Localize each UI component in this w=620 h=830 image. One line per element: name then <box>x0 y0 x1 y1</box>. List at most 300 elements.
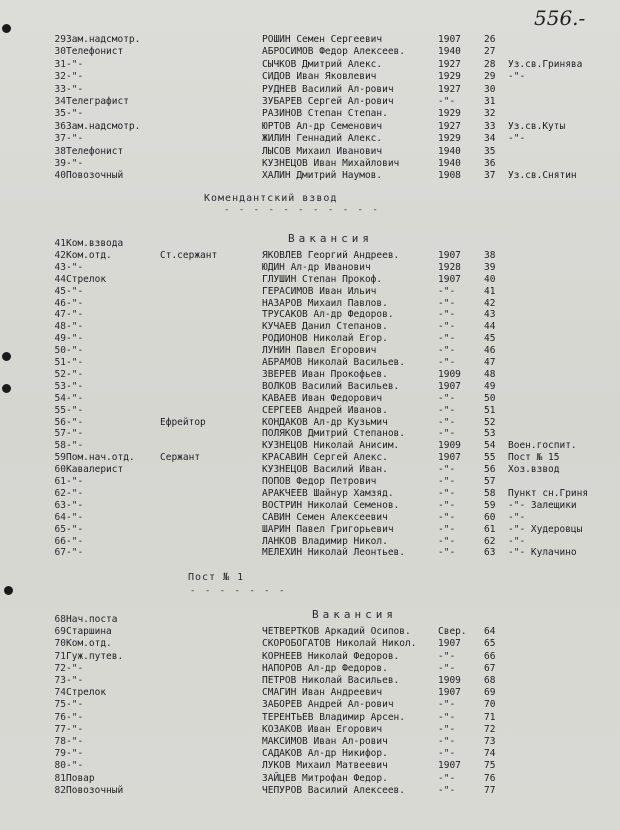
position-cell: -"- <box>66 309 84 321</box>
birth-year-cell: -"- <box>438 297 456 309</box>
name-cell: ЮРТОВ Ал-др Семенович <box>262 120 383 132</box>
row-number: 64 <box>54 511 66 523</box>
row-number: 81 <box>54 772 66 784</box>
birth-year-cell: -"- <box>438 736 456 747</box>
table-row <box>0 736 620 748</box>
name-cell: ЛУНИН Павел Егорович <box>262 345 377 357</box>
table-row <box>0 333 620 345</box>
punch-hole-mark <box>4 586 13 595</box>
section-title-commandant: Комендантский взвод <box>204 193 338 204</box>
name-cell: СКОРОБОГАТОВ Николай Никол. <box>262 638 417 650</box>
tab-number-cell: 65 <box>484 638 496 650</box>
table-row <box>0 405 620 417</box>
row-number: 73 <box>54 675 66 686</box>
rank-cell: Ефрейтор <box>160 416 206 428</box>
tab-number-cell: 43 <box>484 309 496 321</box>
position-cell: Стрелок <box>66 687 107 699</box>
table-row <box>0 146 620 158</box>
tab-number-cell: 76 <box>484 772 496 784</box>
row-number: 51 <box>54 357 66 368</box>
table-row <box>0 417 620 429</box>
name-cell: КОЗАКОВ Иван Егорович <box>262 723 383 735</box>
name-cell: ПОПОВ Федор Петрович <box>262 476 377 487</box>
birth-year-cell: 1909 <box>438 368 461 380</box>
name-cell: ГЛУШИН Степан Прокоф. <box>262 273 383 285</box>
name-cell: РУДНЕВ Василий Ал-рович <box>262 83 394 95</box>
birth-year-cell: -"- <box>438 547 456 559</box>
position-cell: Повозочный <box>66 170 124 182</box>
name-cell: ЧЕТВЕРТКОВ Аркадий Осипов. <box>262 626 411 638</box>
name-cell: ГЕРАСИМОВ Иван Ильич <box>262 285 377 297</box>
position-cell: Ком.отд. <box>66 249 112 261</box>
note-cell: Хоз.взвод <box>508 464 560 476</box>
table-row <box>0 675 620 687</box>
birth-year-cell: 1909 <box>438 440 461 452</box>
table-row <box>0 96 620 108</box>
note-cell: Пост № 15 <box>508 452 560 464</box>
tab-number-cell: 58 <box>484 487 496 499</box>
table-row <box>0 46 620 58</box>
birth-year-cell: 1940 <box>438 145 461 157</box>
position-cell: -"- <box>66 711 84 723</box>
birth-year-cell: 1940 <box>438 158 461 169</box>
table-row <box>0 381 620 393</box>
tab-number-cell: 39 <box>484 261 496 273</box>
table-row <box>0 133 620 145</box>
note-cell: Уз.св.Снятин <box>508 170 577 182</box>
table-row <box>0 357 620 369</box>
tab-number-cell: 61 <box>484 523 496 535</box>
position-cell: Пом.нач.отд. <box>66 452 135 464</box>
row-number: 57 <box>54 428 66 440</box>
name-cell: МЕЛЕХИН Николай Леонтьев. <box>262 547 405 559</box>
row-number: 37 <box>54 133 66 145</box>
table-row <box>0 614 620 626</box>
position-cell: -"- <box>66 368 84 380</box>
birth-year-cell: -"- <box>438 464 456 476</box>
name-cell: РАЗИНОВ Степан Степан. <box>262 108 388 120</box>
tab-number-cell: 44 <box>484 321 496 333</box>
birth-year-cell: 1909 <box>438 675 461 686</box>
row-number: 55 <box>54 404 66 416</box>
position-cell: -"- <box>66 380 84 392</box>
tab-number-cell: 41 <box>484 285 496 297</box>
birth-year-cell: -"- <box>438 662 456 674</box>
name-cell: СЫЧКОВ Дмитрий Алекс. <box>262 58 383 70</box>
tab-number-cell: 64 <box>484 626 496 638</box>
position-cell: Нач.поста <box>66 614 118 625</box>
row-number: 72 <box>54 662 66 674</box>
table-row <box>0 286 620 298</box>
tab-number-cell: 54 <box>484 440 496 452</box>
position-cell: Повозочный <box>66 784 124 796</box>
tab-number-cell: 62 <box>484 535 496 547</box>
position-cell: -"- <box>66 83 84 95</box>
position-cell: -"- <box>66 523 84 535</box>
section-underline: - - - - - - - <box>190 586 287 596</box>
tab-number-cell: 37 <box>484 170 496 182</box>
table-row <box>0 699 620 711</box>
tab-number-cell: 69 <box>484 687 496 699</box>
name-cell: ШАРИН Павел Григорьевич <box>262 523 394 535</box>
row-number: 48 <box>54 321 66 333</box>
position-cell: -"- <box>66 285 84 297</box>
name-cell: ЖИЛИН Геннадий Алекс. <box>262 133 383 145</box>
name-cell: КРАСАВИН Сергей Алекс. <box>262 452 388 464</box>
position-cell: -"- <box>66 736 84 747</box>
tab-number-cell: 71 <box>484 711 496 723</box>
tab-number-cell: 27 <box>484 46 496 58</box>
name-cell: ЗАЙЦЕВ Митрофан Федор. <box>262 772 388 784</box>
row-number: 30 <box>54 46 66 58</box>
note-cell: -"- <box>508 511 526 523</box>
note-cell: Уз.св.Гринява <box>508 58 583 70</box>
position-cell: Ком.отд. <box>66 638 112 650</box>
table-row <box>0 121 620 133</box>
note-cell: -"- Худеровцы <box>508 523 583 535</box>
row-number: 31 <box>54 58 66 70</box>
vacancy-label: Вакансия <box>312 608 397 621</box>
row-number: 65 <box>54 523 66 535</box>
name-cell: АБРОСИМОВ Федор Алексеев. <box>262 46 405 58</box>
name-cell: ВОЛКОВ Василий Васильев. <box>262 380 400 392</box>
row-number: 35 <box>54 108 66 120</box>
row-number: 56 <box>54 416 66 428</box>
row-number: 75 <box>54 699 66 711</box>
table-row <box>0 298 620 310</box>
name-cell: КУЗНЕЦОВ Николай Анисим. <box>262 440 400 452</box>
table-row <box>0 500 620 512</box>
position-cell: -"- <box>66 499 84 511</box>
birth-year-cell: -"- <box>438 772 456 784</box>
table-row <box>0 345 620 357</box>
table-row <box>0 724 620 736</box>
birth-year-cell: -"- <box>438 748 456 760</box>
position-cell: -"- <box>66 476 84 487</box>
table-row <box>0 512 620 524</box>
birth-year-cell: -"- <box>438 96 456 107</box>
name-cell: РОДИОНОВ Николай Егор. <box>262 333 388 345</box>
position-cell: -"- <box>66 662 84 674</box>
tab-number-cell: 32 <box>484 108 496 120</box>
table-row <box>0 712 620 724</box>
name-cell: ХАЛИН Дмитрий Наумов. <box>262 170 383 182</box>
birth-year-cell: 1927 <box>438 83 461 95</box>
row-number: 63 <box>54 499 66 511</box>
position-cell: -"- <box>66 392 84 404</box>
position-cell: -"- <box>66 428 84 440</box>
name-cell: РОШИН Семен Сергеевич <box>262 34 383 45</box>
name-cell: ВОСТРИН Николай Семенов. <box>262 499 400 511</box>
position-cell: -"- <box>66 345 84 357</box>
birth-year-cell: 1907 <box>438 452 461 464</box>
name-cell: КАВАЕВ Иван Федорович <box>262 392 383 404</box>
position-cell: -"- <box>66 511 84 523</box>
birth-year-cell: -"- <box>438 723 456 735</box>
birth-year-cell: 1940 <box>438 46 461 58</box>
tab-number-cell: 50 <box>484 392 496 404</box>
row-number: 42 <box>54 249 66 261</box>
table-row <box>0 262 620 274</box>
position-cell: -"- <box>66 440 84 452</box>
table-row <box>0 760 620 772</box>
tab-number-cell: 52 <box>484 416 496 428</box>
row-number: 80 <box>54 760 66 772</box>
birth-year-cell: -"- <box>438 499 456 511</box>
birth-year-cell: -"- <box>438 711 456 723</box>
note-cell: -"- <box>508 535 526 547</box>
birth-year-cell: 1907 <box>438 380 461 392</box>
birth-year-cell: 1929 <box>438 71 461 83</box>
position-cell: -"- <box>66 748 84 760</box>
name-cell: САДАКОВ Ал-др Никифор. <box>262 748 388 760</box>
tab-number-cell: 68 <box>484 675 496 686</box>
row-number: 32 <box>54 71 66 83</box>
name-cell: КУЧАЕВ Данил Степанов. <box>262 321 388 333</box>
row-number: 39 <box>54 158 66 169</box>
position-cell: Зам.надсмотр. <box>66 120 141 132</box>
birth-year-cell: -"- <box>438 404 456 416</box>
birth-year-cell: -"- <box>438 345 456 357</box>
row-number: 78 <box>54 736 66 747</box>
row-number: 66 <box>54 535 66 547</box>
name-cell: СЕРГЕЕВ Андрей Иванов. <box>262 404 388 416</box>
name-cell: АРАКЧЕЕВ Шайнур Хамзяд. <box>262 487 394 499</box>
position-cell: -"- <box>66 58 84 70</box>
birth-year-cell: -"- <box>438 476 456 487</box>
birth-year-cell: 1927 <box>438 120 461 132</box>
row-number: 59 <box>54 452 66 464</box>
row-number: 70 <box>54 638 66 650</box>
birth-year-cell: -"- <box>438 699 456 711</box>
name-cell: ПЕТРОВ Николай Васильев. <box>262 675 400 686</box>
row-number: 77 <box>54 723 66 735</box>
tab-number-cell: 31 <box>484 96 496 107</box>
table-row <box>0 638 620 650</box>
table-row <box>0 158 620 170</box>
row-number: 44 <box>54 273 66 285</box>
birth-year-cell: -"- <box>438 309 456 321</box>
birth-year-cell: -"- <box>438 321 456 333</box>
birth-year-cell: -"- <box>438 784 456 796</box>
position-cell: Кавалерист <box>66 464 124 476</box>
birth-year-cell: 1929 <box>438 133 461 145</box>
position-cell: -"- <box>66 333 84 345</box>
section-title-post: Пост № 1 <box>188 572 245 583</box>
tab-number-cell: 59 <box>484 499 496 511</box>
name-cell: КОРНЕЕВ Николай Федоров. <box>262 650 400 662</box>
table-row <box>0 464 620 476</box>
name-cell: АБРАМОВ Николай Васильев. <box>262 357 405 368</box>
position-cell: -"- <box>66 404 84 416</box>
tab-number-cell: 63 <box>484 547 496 559</box>
birth-year-cell: 1928 <box>438 261 461 273</box>
position-cell: Гуж.путев. <box>66 650 124 662</box>
table-row <box>0 321 620 333</box>
row-number: 54 <box>54 392 66 404</box>
tab-number-cell: 40 <box>484 273 496 285</box>
page-number: 556.- <box>534 6 586 30</box>
row-number: 47 <box>54 309 66 321</box>
row-number: 79 <box>54 748 66 760</box>
table-row <box>0 748 620 760</box>
tab-number-cell: 48 <box>484 368 496 380</box>
table-row <box>0 428 620 440</box>
table-row <box>0 476 620 488</box>
position-cell: Зам.надсмотр. <box>66 34 141 45</box>
tab-number-cell: 35 <box>484 145 496 157</box>
row-number: 46 <box>54 297 66 309</box>
rank-cell: Сержант <box>160 452 201 464</box>
birth-year-cell: -"- <box>438 511 456 523</box>
table-row <box>0 108 620 120</box>
position-cell: Повар <box>66 772 95 784</box>
name-cell: СИДОВ Иван Яковлевич <box>262 71 377 83</box>
birth-year-cell: Свер. <box>438 626 467 638</box>
table-row <box>0 250 620 262</box>
position-cell: Телефонист <box>66 46 124 58</box>
row-number: 33 <box>54 83 66 95</box>
tab-number-cell: 42 <box>484 297 496 309</box>
birth-year-cell: -"- <box>438 535 456 547</box>
tab-number-cell: 46 <box>484 345 496 357</box>
name-cell: КОНДАКОВ Ал-др Кузьмич <box>262 416 388 428</box>
position-cell: -"- <box>66 675 84 686</box>
name-cell: КУЗНЕЦОВ Иван Михайлович <box>262 158 400 169</box>
note-cell: -"- <box>508 133 526 145</box>
row-number: 74 <box>54 687 66 699</box>
table-row <box>0 84 620 96</box>
name-cell: ЛАНКОВ Владимир Никол. <box>262 535 388 547</box>
table-row <box>0 663 620 675</box>
row-number: 71 <box>54 650 66 662</box>
name-cell: ЗУБАРЕВ Сергей Ал-рович <box>262 96 394 107</box>
position-cell: -"- <box>66 723 84 735</box>
name-cell: ЛУКОВ Михаил Матвеевич <box>262 760 388 772</box>
table-row <box>0 238 620 250</box>
tab-number-cell: 30 <box>484 83 496 95</box>
row-number: 82 <box>54 784 66 796</box>
tab-number-cell: 51 <box>484 404 496 416</box>
note-cell: -"- Кулачино <box>508 547 577 559</box>
row-number: 68 <box>54 614 66 625</box>
tab-number-cell: 66 <box>484 650 496 662</box>
row-number: 58 <box>54 440 66 452</box>
tab-number-cell: 38 <box>484 249 496 261</box>
position-cell: Стрелок <box>66 273 107 285</box>
birth-year-cell: -"- <box>438 357 456 368</box>
position-cell: -"- <box>66 760 84 772</box>
name-cell: ЮДИН Ал-др Иванович <box>262 261 371 273</box>
position-cell: Телеграфист <box>66 96 129 107</box>
position-cell: Телефонист <box>66 145 124 157</box>
name-cell: НАЗАРОВ Михаил Павлов. <box>262 297 388 309</box>
row-number: 61 <box>54 476 66 487</box>
birth-year-cell: -"- <box>438 392 456 404</box>
vacancy-label: Вакансия <box>288 232 373 245</box>
birth-year-cell: -"- <box>438 428 456 440</box>
row-number: 49 <box>54 333 66 345</box>
position-cell: -"- <box>66 416 84 428</box>
table-row <box>0 488 620 500</box>
table-row <box>0 393 620 405</box>
row-number: 41 <box>54 238 66 249</box>
name-cell: КУЗНЕЦОВ Василий Иван. <box>262 464 388 476</box>
note-cell: Пункт сн.Гриня <box>508 487 589 499</box>
tab-number-cell: 57 <box>484 476 496 487</box>
tab-number-cell: 34 <box>484 133 496 145</box>
table-row <box>0 440 620 452</box>
table-row <box>0 452 620 464</box>
tab-number-cell: 36 <box>484 158 496 169</box>
birth-year-cell: 1907 <box>438 638 461 650</box>
position-cell: -"- <box>66 158 84 169</box>
birth-year-cell: -"- <box>438 416 456 428</box>
note-cell: Воен.госпит. <box>508 440 577 452</box>
tab-number-cell: 75 <box>484 760 496 772</box>
position-cell: -"- <box>66 699 84 711</box>
table-row <box>0 626 620 638</box>
row-number: 69 <box>54 626 66 638</box>
position-cell: -"- <box>66 297 84 309</box>
tab-number-cell: 49 <box>484 380 496 392</box>
table-row <box>0 369 620 381</box>
table-row <box>0 71 620 83</box>
tab-number-cell: 74 <box>484 748 496 760</box>
tab-number-cell: 45 <box>484 333 496 345</box>
name-cell: МАКСИМОВ Иван Ал-рович <box>262 736 388 747</box>
table-row <box>0 785 620 797</box>
birth-year-cell: -"- <box>438 333 456 345</box>
tab-number-cell: 33 <box>484 120 496 132</box>
position-cell: -"- <box>66 133 84 145</box>
row-number: 43 <box>54 261 66 273</box>
row-number: 52 <box>54 368 66 380</box>
tab-number-cell: 73 <box>484 736 496 747</box>
name-cell: ЛЫСОВ Михаил Иванович <box>262 145 383 157</box>
table-row <box>0 34 620 46</box>
name-cell: САВИН Семен Алексеевич <box>262 511 388 523</box>
punch-hole-mark <box>2 24 11 33</box>
row-number: 38 <box>54 145 66 157</box>
birth-year-cell: 1908 <box>438 170 461 182</box>
table-row <box>0 309 620 321</box>
table-row <box>0 547 620 559</box>
row-number: 62 <box>54 487 66 499</box>
name-cell: НАПОРОВ Ал-др Федоров. <box>262 662 388 674</box>
position-cell: -"- <box>66 487 84 499</box>
row-number: 40 <box>54 170 66 182</box>
position-cell: -"- <box>66 108 84 120</box>
tab-number-cell: 47 <box>484 357 496 368</box>
row-number: 50 <box>54 345 66 357</box>
tab-number-cell: 28 <box>484 58 496 70</box>
position-cell: -"- <box>66 535 84 547</box>
name-cell: ТЕРЕНТЬЕВ Владимир Арсен. <box>262 711 405 723</box>
tab-number-cell: 26 <box>484 34 496 45</box>
name-cell: ТРУСАКОВ Ал-др Федоров. <box>262 309 394 321</box>
rank-cell: Ст.сержант <box>160 249 218 261</box>
row-number: 67 <box>54 547 66 559</box>
row-number: 36 <box>54 120 66 132</box>
birth-year-cell: 1927 <box>438 58 461 70</box>
tab-number-cell: 67 <box>484 662 496 674</box>
tab-number-cell: 29 <box>484 71 496 83</box>
birth-year-cell: 1929 <box>438 108 461 120</box>
table-row <box>0 274 620 286</box>
table-row <box>0 536 620 548</box>
row-number: 60 <box>54 464 66 476</box>
